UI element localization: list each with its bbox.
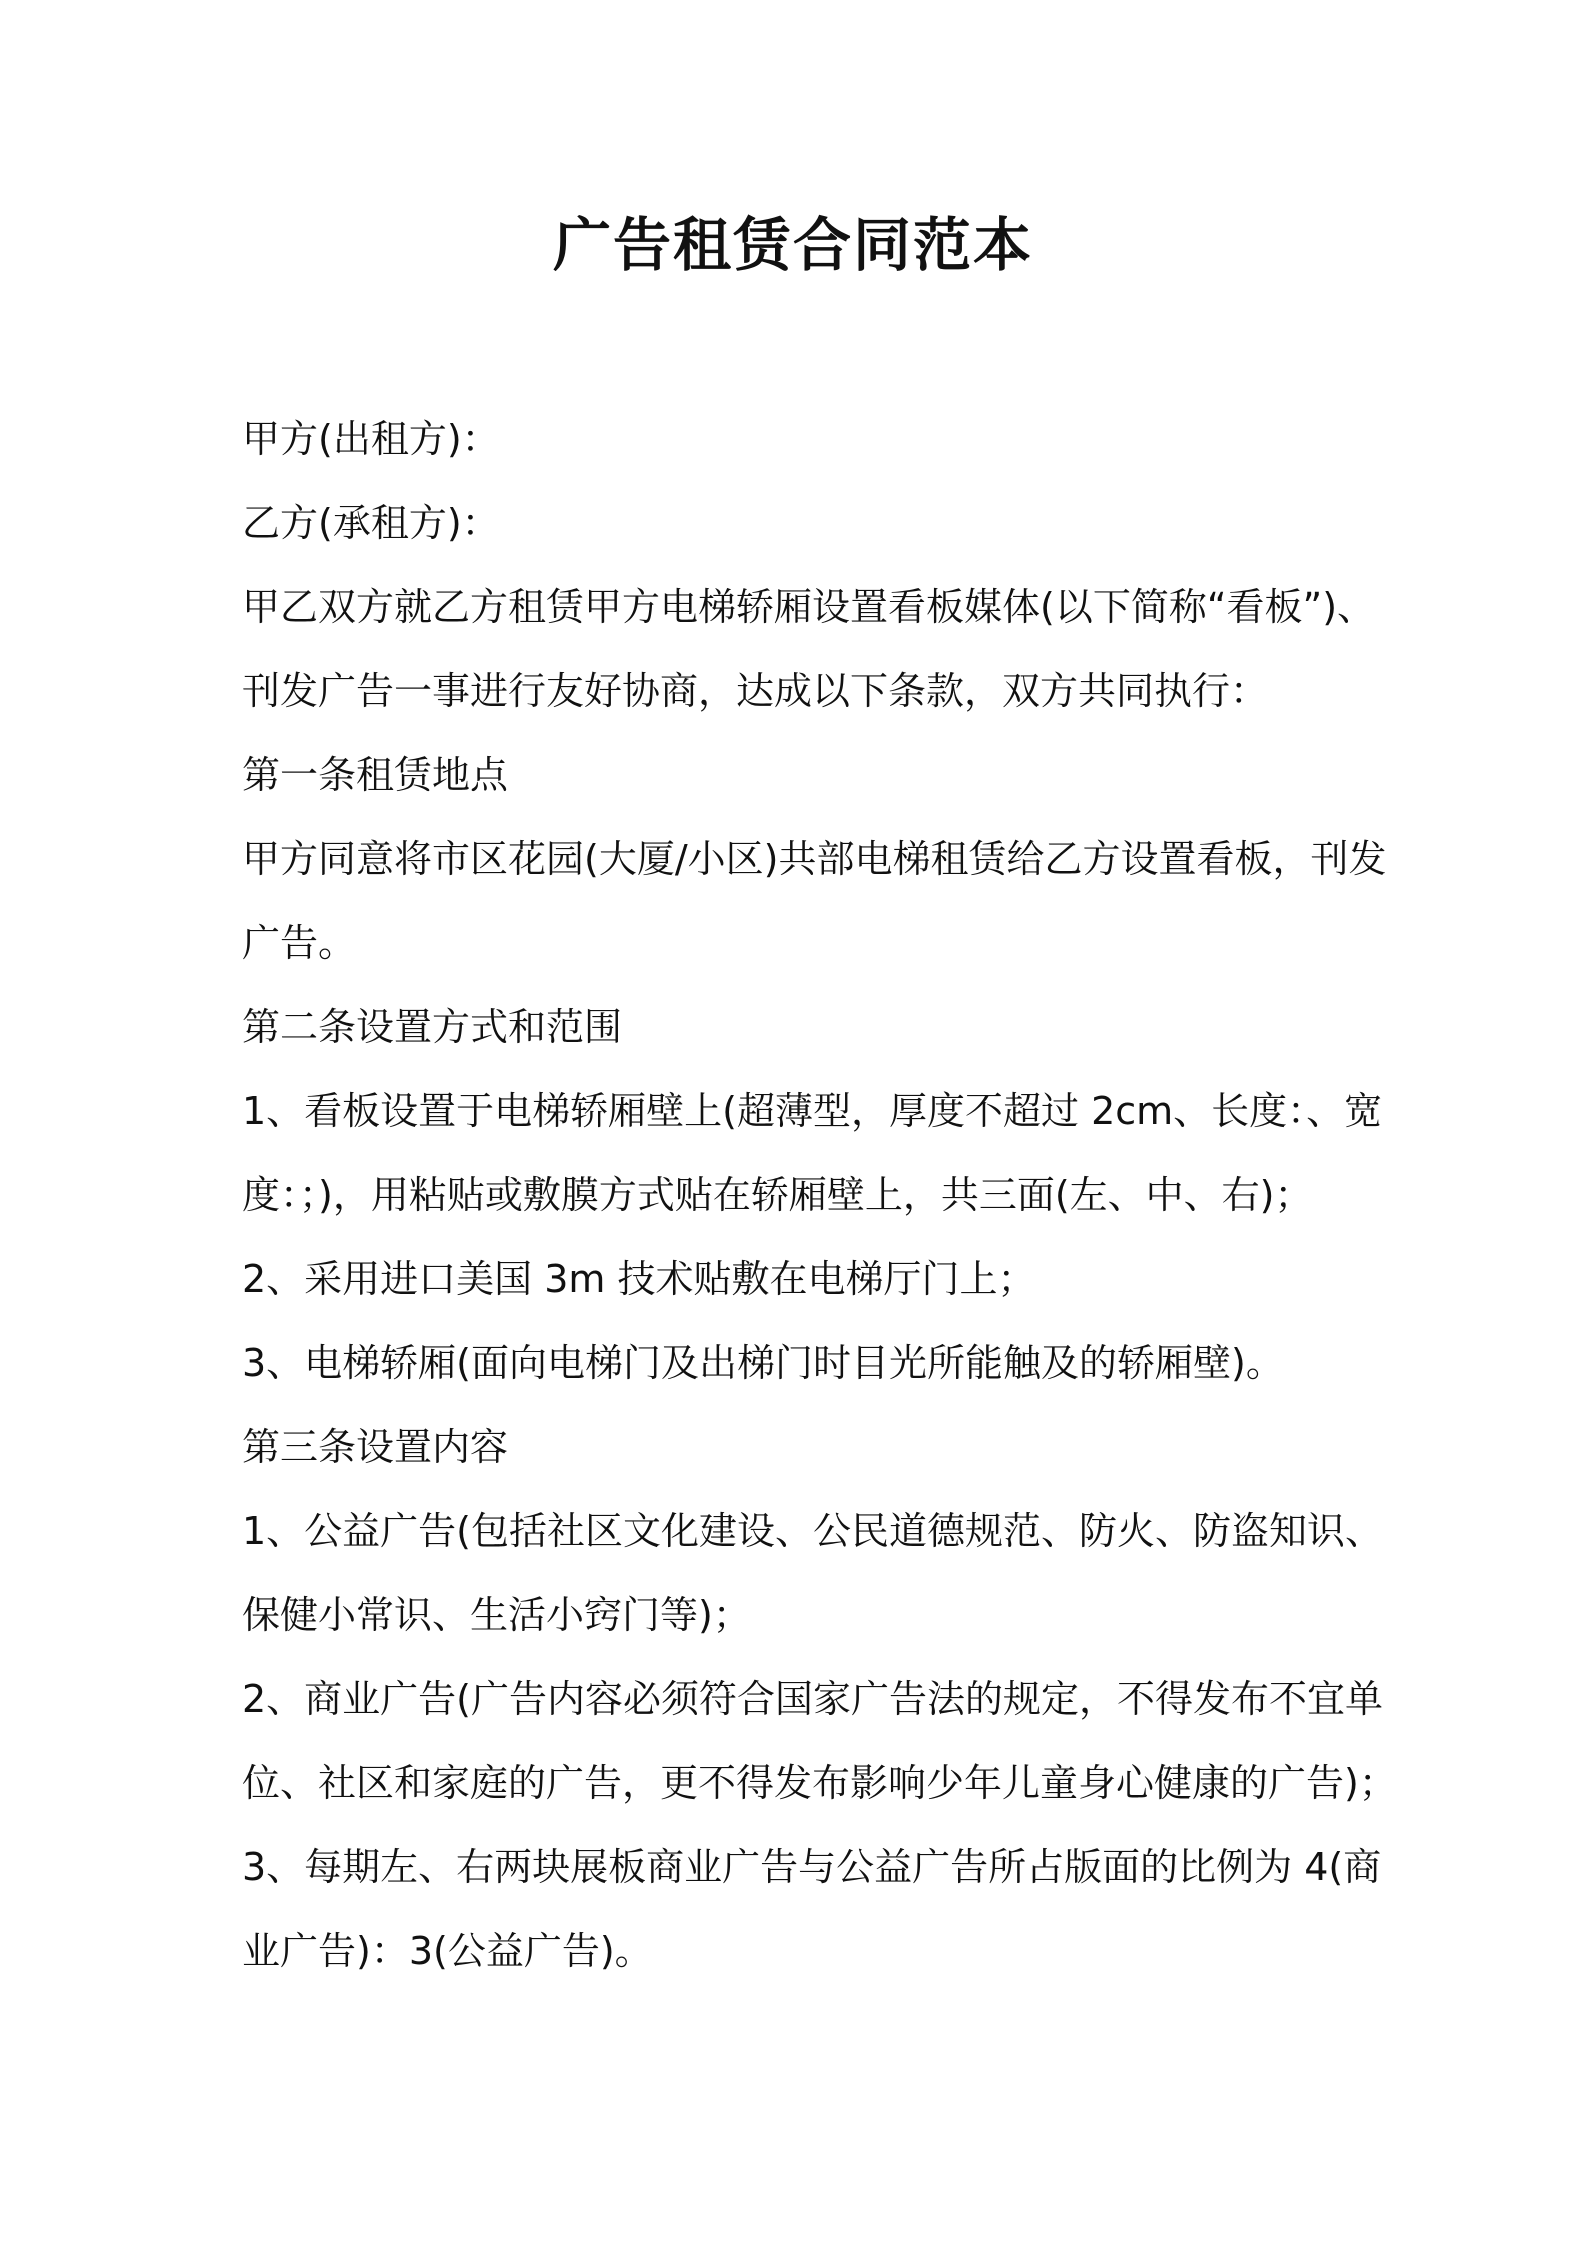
- clause-line: 1、看板设置于电梯轿厢壁上(超薄型，厚度不超过 2cm、长度：、宽: [242, 1089, 1383, 1133]
- clause-line: 度：；)，用粘贴或敷膜方式贴在轿厢壁上，共三面(左、中、右)；: [242, 1173, 1313, 1217]
- clause-line: 3、每期左、右两块展板商业广告与公益广告所占版面的比例为 4(商: [242, 1845, 1382, 1889]
- article-body-line: 甲方同意将市区花园(大厦/小区)共部电梯租赁给乙方设置看板，刊发: [242, 837, 1387, 881]
- document-body: [242, 397, 1397, 1993]
- article-heading: 第二条设置方式和范围: [242, 1005, 623, 1049]
- article-heading: 第三条设置内容: [242, 1425, 509, 1469]
- party-a-line: 甲方(出租方)：: [242, 417, 500, 461]
- clause-line: 2、商业广告(广告内容必须符合国家广告法的规定，不得发布不宜单: [242, 1677, 1384, 1721]
- document-title: 广告租赁合同范本: [552, 211, 1033, 279]
- preamble-line: 刊发广告一事进行友好协商，达成以下条款，双方共同执行：: [242, 669, 1269, 713]
- clause-line: 3、电梯轿厢(面向电梯门及出梯门时目光所能触及的轿厢壁)。: [242, 1341, 1284, 1385]
- clause-line: 业广告)：3(公益广告)。: [242, 1929, 653, 1973]
- clause-line: 保健小常识、生活小窍门等)；: [242, 1593, 751, 1637]
- clause-line: 位、社区和家庭的广告，更不得发布影响少年儿童身心健康的广告)；: [242, 1761, 1397, 1805]
- clause-line: 2、采用进口美国 3m 技术贴敷在电梯厅门上；: [242, 1257, 1036, 1301]
- clause-line: 1、公益广告(包括社区文化建设、公民道德规范、防火、防盗知识、: [242, 1509, 1384, 1553]
- party-b-line: 乙方(承租方)：: [242, 501, 500, 545]
- article-body-line: 广告。: [242, 921, 357, 965]
- preamble-line: 甲乙双方就乙方租赁甲方电梯轿厢设置看板媒体(以下简称“看板”)、: [242, 585, 1376, 629]
- article-heading: 第一条租赁地点: [242, 753, 509, 797]
